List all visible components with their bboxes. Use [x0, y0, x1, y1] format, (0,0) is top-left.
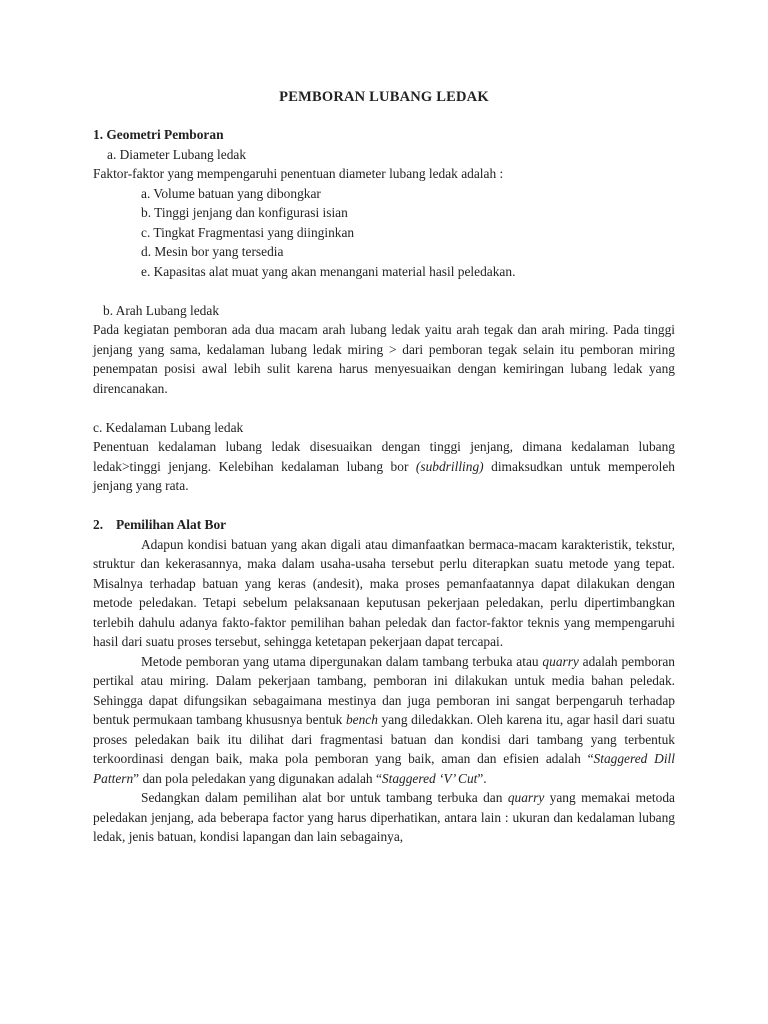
- subsection-b-heading: b. Arah Lubang ledak: [103, 302, 220, 318]
- section-2-number: 2.: [93, 517, 104, 532]
- list-item: d. Mesin bor yang tersedia: [141, 244, 284, 259]
- list-item: c. Tingkat Fragmentasi yang diinginkan: [141, 224, 355, 240]
- text-run: Metode pemboran yang utama dipergunakan dalam tambang terbuka atau: [141, 653, 543, 669]
- subsection-a-intro: Faktor-faktor yang mempengaruhi penentuan diameter lubang ledak adalah :: [93, 166, 504, 181]
- list-item: a. Volume batuan yang dibongkar: [141, 185, 321, 201]
- italic-term: Staggered ‘V’ Cut: [381, 770, 478, 786]
- section-2-paragraph-1: Adapun kondisi batuan yang akan digali atau dimanfaatkan bermaca-macam karakteristik, tekstur, struktur dan kekerasannya, maka dalam usaha-usaha tersebut perlu diterapkan suatu metode yang tepat. Misalnya terhadap batuan yang keras (andesit), maka proses pemanfaatannya dapat dilakukan dengan metode peledakan. Tetapi sebelum pelaksanaan keputusan pekerjaan peledakan, perlu dipertimbangkan terlebih dahulu adanya fakto-faktor pemilihan bahan peledak dan factor-faktor teknis yang mempengaruhi hasil dari suatu proses tersebut, sehingga ketetapan pekerjaan dapat tercapai.: [93, 536, 675, 649]
- italic-term: (subdrilling): [415, 458, 484, 474]
- section-2-paragraph-2: [93, 652, 675, 789]
- text-run: Sedangkan dalam pemilihan alat bor untuk tambang terbuka dan: [141, 790, 508, 805]
- spacer: [93, 496, 675, 516]
- italic-term: quarry: [542, 653, 579, 669]
- text-run: ”.: [477, 770, 487, 786]
- diameter-factor-list: [93, 184, 675, 282]
- section-2-heading: [93, 515, 675, 535]
- document-title: PEMBORAN LUBANG LEDAK: [279, 89, 489, 105]
- subsection-b-body: Pada kegiatan pemboran ada dua macam arah lubang ledak yaitu arah tegak dan arah miring. Pada tinggi jenjang yang sama, kedalaman lubang ledak miring > dari pemboran tegak selain itu pemboran miring penempatan posisi awal lebih sulit karena harus menyesuaikan dengan kemiringan lubang ledak yang direncanakan.: [93, 322, 675, 396]
- list-item: b. Tinggi jenjang dan konfigurasi isian: [141, 205, 348, 220]
- italic-term: bench: [345, 712, 378, 727]
- section-2-paragraph-3: [93, 788, 675, 847]
- list-item: e. Kapasitas alat muat yang akan menangani material hasil peledakan.: [141, 263, 516, 279]
- subsection-c-heading: c. Kedalaman Lubang ledak: [93, 419, 244, 435]
- spacer: [93, 281, 675, 301]
- text-run: ” dan pola peledakan yang digunakan adalah “: [133, 770, 382, 786]
- text-run: dimaksudkan untuk memperoleh jenjang yang rata.: [93, 458, 675, 493]
- section-1-heading: 1. Geometri Pemboran: [93, 127, 224, 142]
- section-2-title: Pemilihan Alat Bor: [116, 517, 227, 532]
- spacer: [93, 398, 675, 418]
- text-run: adalah pemboran pertikal atau miring. Dalam pekerjaan tambang, pemboran ini dilakukan untuk media bahan peledak. Sehingga dapat difungsikan sebagaimana mestinya dan juga pemboran ini sangat berpengaruh terhadap bentuk permukaan tambang khususnya bentuk: [93, 653, 675, 727]
- text-run: Penentuan kedalaman lubang ledak disesuaikan dengan tinggi jenjang, dimana kedalaman lubang ledak>tinggi jenjang. Kelebihan kedalaman lubang bor: [93, 439, 675, 474]
- subsection-c-body: [93, 437, 675, 496]
- text-run: yang memakai metoda peledakan jenjang, ada beberapa factor yang harus diperhatikan, antara lain : ukuran dan kedalaman lubang ledak, jenis batuan, kondisi lapangan dan lain sebagainya,: [93, 790, 675, 844]
- italic-term: quarry: [507, 790, 545, 805]
- subsection-a-heading: a. Diameter Lubang ledak: [107, 146, 247, 162]
- document-page: [93, 86, 675, 847]
- text-run: yang diledakkan. Oleh karena itu, agar hasil dari suatu proses peledakan baik itu dilihat dari fragmentasi batuan dan kondisi dari tambang yang terbentuk terkoordinasi dengan baik, maka pola pemboran yang baik, aman dan efisien adalah “: [93, 712, 675, 766]
- italic-term: Staggered Dill Pattern: [93, 751, 675, 786]
